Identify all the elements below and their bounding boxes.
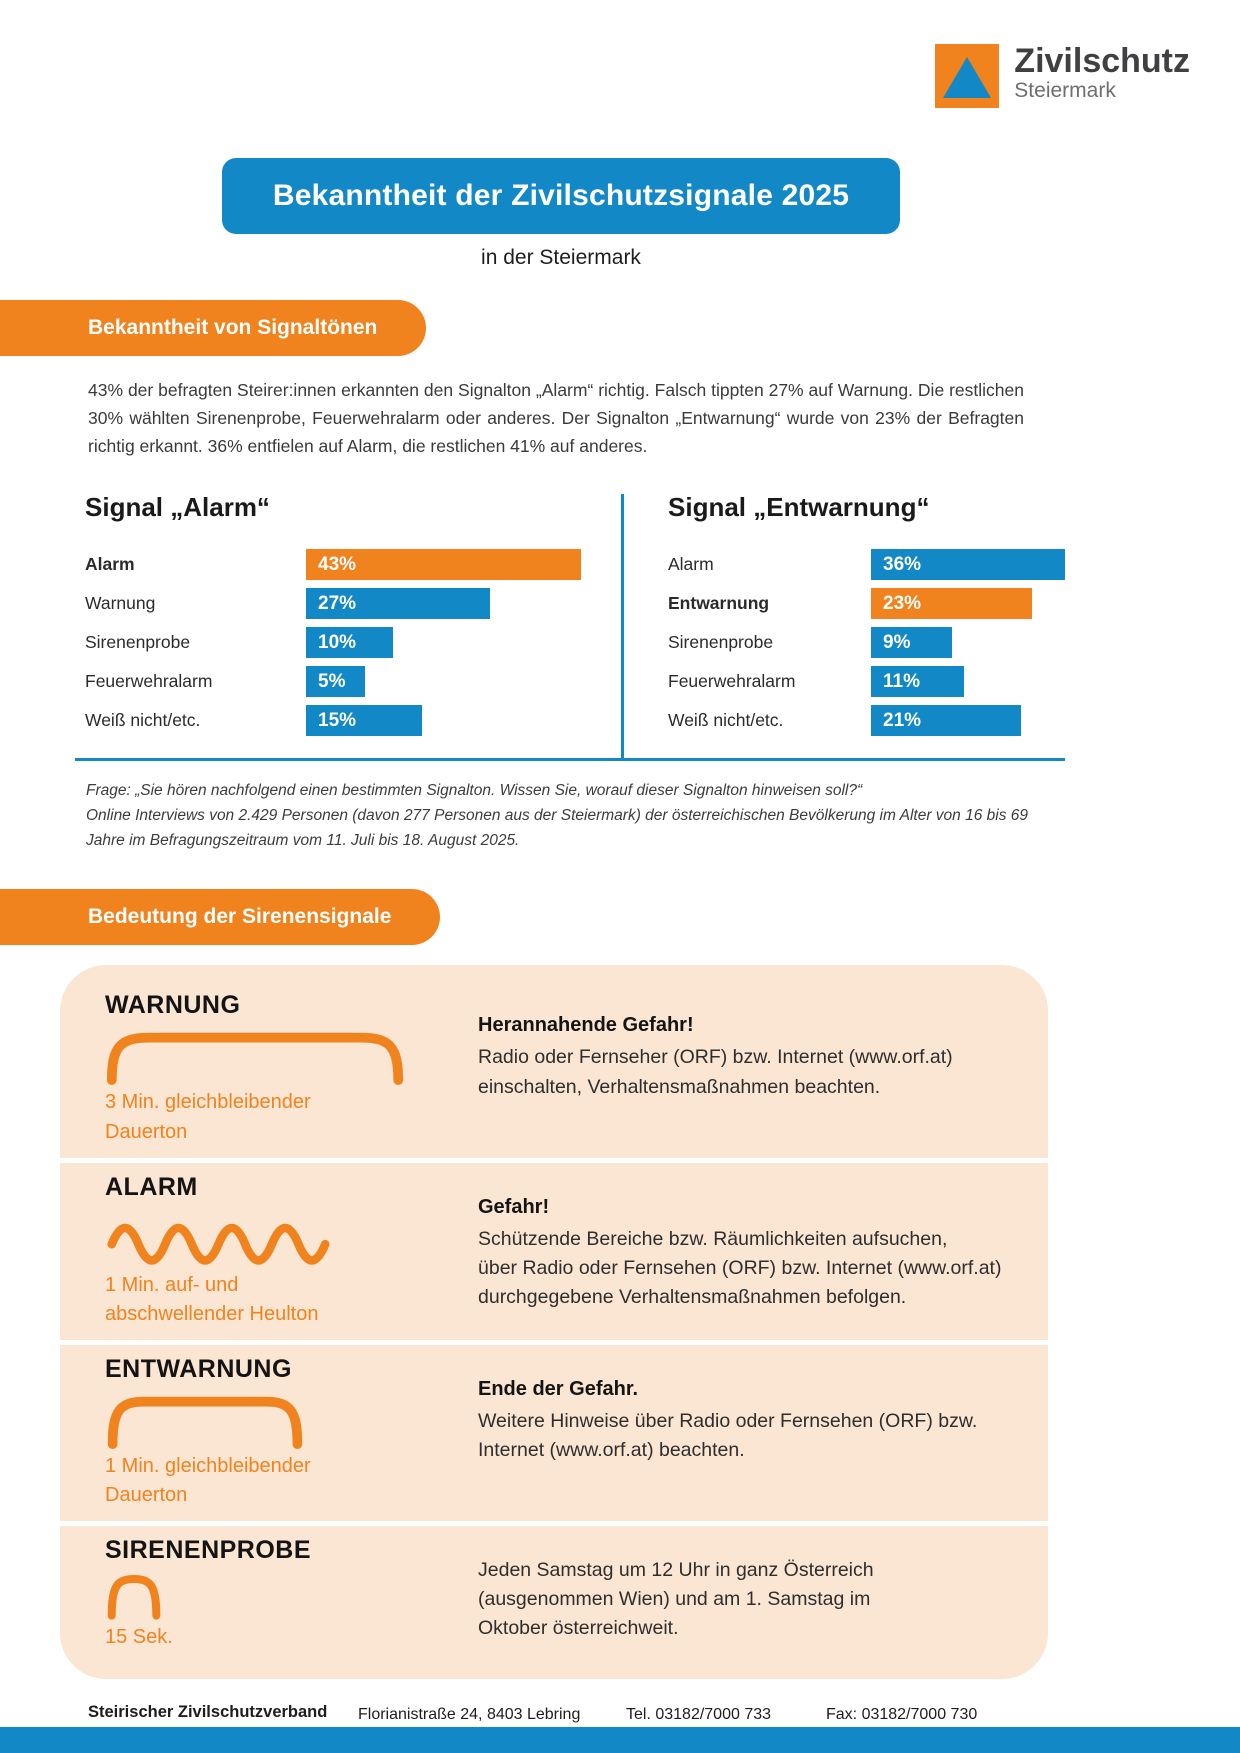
signal-section-entwarnung [105, 1354, 1008, 1509]
signal-meaning-panel [60, 965, 1048, 1678]
chart-bar [871, 588, 1032, 619]
signal-section-alarm [105, 1172, 1008, 1328]
signal-caption-line: abschwellender Heulton [105, 1303, 319, 1326]
signal-description-line: durchgegebene Verhaltensmaßnahmen befolgen. [478, 1286, 907, 1309]
chart-bar-value: 21% [883, 709, 922, 731]
chart-row [85, 549, 623, 580]
chart-entwarnung [623, 486, 1065, 744]
signal-caption-line: Dauerton [105, 1120, 188, 1143]
page-subtitle: in der Steiermark [481, 246, 641, 269]
chart-bar-value: 10% [318, 631, 357, 653]
signal-description-line: Radio oder Fernseher (ORF) bzw. Internet (www.orf.at) [478, 1046, 953, 1069]
signal-caption-line: Dauerton [105, 1484, 188, 1507]
chart-row-label: Weiß nicht/etc. [85, 710, 201, 730]
signal-description-line: über Radio oder Fernsehen (ORF) bzw. Internet (www.orf.at) [478, 1256, 1002, 1279]
steady-tone-short-icon [105, 1390, 305, 1450]
signal-left-column [105, 993, 478, 1145]
intro-paragraph: 43% der befragten Steirer:innen erkannten den Signalton „Alarm“ richtig. Falsch tippten 27% auf Warnung. Die restlichen 30% wählten Sirenenprobe, Feuerwehralarm oder anderes. Der Signalton „Entwarnung“ wurde von 23% der Befragten richtig erkannt. 36% entfielen auf Alarm, die restlichen 41% auf anderes. [88, 380, 1024, 456]
chart-row-label: Alarm [85, 554, 135, 574]
chart-alarm [75, 486, 623, 744]
steady-tone-long-icon [105, 1026, 405, 1086]
chart-row-label: Alarm [668, 554, 714, 574]
chart-row [85, 588, 623, 619]
signal-caption-line: 3 Min. gleichbleibender [105, 1091, 311, 1114]
triangle-icon [943, 57, 991, 98]
signal-name: SIRENENPROBE [105, 1535, 312, 1564]
signal-right-column [478, 993, 1008, 1145]
footer-tel: Tel. 03182/7000 733 [626, 1705, 772, 1723]
chart-bar-value: 11% [883, 670, 920, 692]
charts-area [75, 486, 1065, 761]
chart-row-label: Weiß nicht/etc. [668, 710, 784, 730]
survey-footnote [86, 779, 1038, 853]
chart-bar-value: 43% [318, 553, 357, 575]
section-banner-label: Bedeutung der Sirenensignale [88, 905, 392, 929]
signal-description-line: Schützende Bereiche bzw. Räumlichkeiten aufsuchen, [478, 1227, 948, 1250]
signal-section-warnung [105, 993, 1008, 1145]
signal-left-column [105, 1354, 478, 1509]
chart-title: Signal „Entwarnung“ [668, 492, 930, 522]
chart-bar [871, 627, 952, 658]
page-title: Bekanntheit der Zivilschutzsignale 2025 [272, 179, 850, 212]
brand-name: Zivilschutz [1014, 42, 1190, 80]
section-banner-sirenensignale [0, 889, 440, 945]
chart-row-label: Feuerwehralarm [668, 671, 796, 691]
footer-fax: Fax: 03182/7000 730 [826, 1705, 978, 1723]
signal-left-column [105, 1535, 478, 1651]
signal-section-sirenenprobe [105, 1535, 1008, 1651]
signal-description-line: (ausgenommen Wien) und am 1. Samstag im [478, 1588, 871, 1611]
chart-bar-value: 23% [883, 592, 922, 614]
footnote-method: Online Interviews von 2.429 Personen (davon 277 Personen aus der Steiermark) der österreichischen Bevölkerung im Alter von 16 bis 69 Jahre im Befragungszeitraum vom 11. Juli bis 18. August 2025. [86, 806, 1028, 849]
signal-caption-line: 15 Sek. [105, 1625, 173, 1648]
signal-heading: Gefahr! [478, 1195, 550, 1218]
rising-falling-tone-icon [105, 1208, 330, 1269]
chart-row-label: Entwarnung [668, 593, 770, 613]
chart-bar [871, 549, 1065, 580]
chart-bar-value: 27% [318, 592, 357, 614]
section-separator [60, 1158, 1048, 1163]
chart-bar-value: 9% [883, 631, 911, 653]
logo-wordmark [1014, 44, 1190, 108]
chart-row [85, 705, 623, 736]
signal-name: ALARM [105, 1172, 198, 1201]
chart-bar-value: 15% [318, 709, 357, 731]
chart-bar-value: 5% [318, 670, 346, 692]
chart-row [668, 588, 1065, 619]
section-banner-signaltoene [0, 300, 426, 356]
footnote-question: Frage: „Sie hören nachfolgend einen bestimmten Signalton. Wissen Sie, worauf dieser Signalton hinweisen soll?“ [86, 782, 863, 799]
signal-caption-line: 1 Min. gleichbleibender [105, 1454, 311, 1477]
signal-description-line: Weitere Hinweise über Radio oder Fernsehen (ORF) bzw. [478, 1409, 978, 1432]
chart-bar [871, 705, 1021, 736]
chart-row [668, 549, 1065, 580]
chart-row [668, 705, 1065, 736]
footer-address: Florianistraße 24, 8403 Lebring [358, 1705, 581, 1723]
chart-row [85, 666, 623, 697]
chart-row [668, 666, 1065, 697]
signal-right-column [478, 1175, 1008, 1328]
signal-right-column [478, 1538, 1008, 1651]
chart-bar [306, 705, 422, 736]
header-logo-row [0, 0, 1240, 108]
chart-bar [306, 549, 581, 580]
chart-row [668, 627, 1065, 658]
logo-mark [935, 44, 999, 108]
chart-bar [871, 666, 964, 697]
title-banner [222, 158, 900, 234]
signal-description-line: Internet (www.orf.at) beachten. [478, 1439, 745, 1462]
chart-row-label: Sirenenprobe [668, 632, 774, 652]
zivilschutz-logo [935, 44, 1190, 108]
chart-row-label: Warnung [85, 593, 156, 613]
signal-left-column [105, 1172, 478, 1328]
chart-title: Signal „Alarm“ [85, 492, 270, 522]
chart-row [85, 627, 623, 658]
chart-bar [306, 666, 365, 697]
signal-caption-line: 1 Min. auf- und [105, 1273, 239, 1296]
chart-bar-value: 36% [883, 553, 922, 575]
chart-row-label: Feuerwehralarm [85, 671, 213, 691]
brand-region: Steiermark [1014, 78, 1116, 102]
section-separator [60, 1521, 1048, 1526]
signal-heading: Ende der Gefahr. [478, 1377, 639, 1400]
signal-name: WARNUNG [105, 991, 241, 1020]
signal-name: ENTWARNUNG [105, 1354, 292, 1383]
section-separator [60, 1340, 1048, 1345]
signal-heading: Herannahende Gefahr! [478, 1014, 694, 1037]
signal-description-line: einschalten, Verhaltensmaßnahmen beachten. [478, 1075, 881, 1098]
signal-right-column [478, 1357, 1008, 1509]
short-tone-icon [105, 1571, 163, 1621]
bottom-accent-bar [0, 1727, 1240, 1753]
section-banner-label: Bekanntheit von Signaltönen [88, 316, 378, 339]
chart-bar [306, 588, 490, 619]
footer-organization: Steirischer Zivilschutzverband [88, 1702, 328, 1721]
chart-divider-line [621, 494, 624, 758]
chart-row-label: Sirenenprobe [85, 632, 191, 652]
signal-description-line: Oktober österreichweit. [478, 1617, 679, 1640]
chart-bar [306, 627, 393, 658]
signal-description-line: Jeden Samstag um 12 Uhr in ganz Österreich [478, 1558, 874, 1581]
